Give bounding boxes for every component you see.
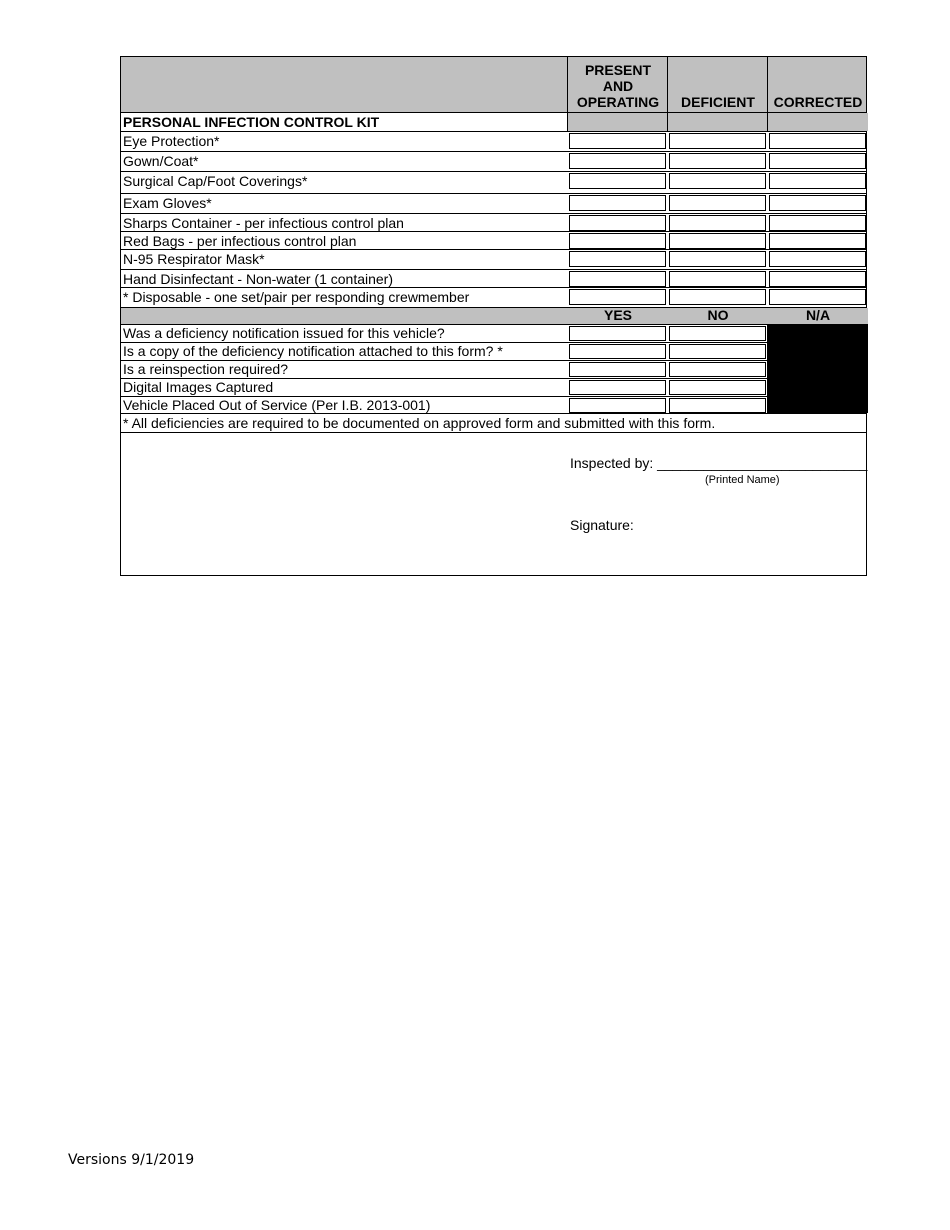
kit-item-label: Exam Gloves* — [123, 195, 212, 211]
corrected-checkbox[interactable] — [769, 173, 866, 189]
kit-item-label: N-95 Respirator Mask* — [123, 251, 265, 267]
question-label: Was a deficiency notification issued for this vehicle? — [123, 325, 445, 341]
divider — [667, 57, 668, 112]
corrected-checkbox[interactable] — [769, 215, 866, 231]
present-operating-checkbox[interactable] — [569, 133, 666, 149]
no-checkbox[interactable] — [669, 362, 766, 377]
present-operating-checkbox[interactable] — [569, 251, 666, 267]
kit-item-row — [121, 287, 866, 307]
question-row — [121, 360, 866, 378]
signature-label: Signature: — [570, 517, 634, 533]
header-line: CORRECTED — [773, 94, 863, 110]
kit-item-row — [121, 231, 866, 249]
kit-item-row — [121, 213, 866, 231]
divider — [667, 113, 668, 131]
column-header-corrected — [768, 57, 868, 112]
note-row — [121, 413, 866, 433]
header-line: PRESENT — [584, 62, 652, 78]
present-operating-checkbox[interactable] — [569, 173, 666, 189]
deficient-checkbox[interactable] — [669, 251, 766, 267]
kit-item-row — [121, 249, 866, 269]
kit-item-row — [121, 269, 866, 287]
na-blocked-cells — [767, 324, 868, 413]
deficient-checkbox[interactable] — [669, 173, 766, 189]
question-label: Is a reinspection required? — [123, 361, 288, 377]
present-operating-checkbox[interactable] — [569, 153, 666, 169]
kit-item-row — [121, 193, 866, 213]
kit-item-row — [121, 171, 866, 193]
no-checkbox[interactable] — [669, 380, 766, 395]
no-checkbox[interactable] — [669, 344, 766, 359]
no-checkbox[interactable] — [669, 398, 766, 413]
yes-header: YES — [603, 307, 632, 323]
divider — [567, 113, 568, 131]
deficient-checkbox[interactable] — [669, 289, 766, 305]
kit-item-row — [121, 151, 866, 171]
present-operating-checkbox[interactable] — [569, 271, 666, 287]
printed-name-caption: (Printed Name) — [705, 474, 780, 486]
kit-item-label: Gown/Coat* — [123, 153, 199, 169]
yes-checkbox[interactable] — [569, 398, 666, 413]
header-line: OPERATING — [576, 94, 660, 110]
kit-item-label: * Disposable - one set/pair per responding crewmember — [123, 289, 470, 305]
no-checkbox[interactable] — [669, 326, 766, 341]
deficient-checkbox[interactable] — [669, 233, 766, 249]
question-row — [121, 378, 866, 396]
section-title-shade — [567, 113, 868, 131]
corrected-checkbox[interactable] — [769, 233, 866, 249]
na-header: N/A — [805, 307, 831, 323]
divider — [567, 57, 568, 112]
yes-checkbox[interactable] — [569, 380, 666, 395]
section-title: PERSONAL INFECTION CONTROL KIT — [123, 114, 380, 130]
deficient-checkbox[interactable] — [669, 195, 766, 211]
yes-checkbox[interactable] — [569, 344, 666, 359]
kit-item-label: Sharps Container - per infectious control plan — [123, 215, 404, 231]
corrected-checkbox[interactable] — [769, 271, 866, 287]
corrected-checkbox[interactable] — [769, 133, 866, 149]
question-row — [121, 324, 866, 342]
divider — [767, 57, 768, 112]
deficient-checkbox[interactable] — [669, 215, 766, 231]
kit-item-label: Surgical Cap/Foot Coverings* — [123, 173, 308, 189]
inspection-form — [120, 56, 867, 576]
column-header-deficient — [668, 57, 768, 112]
present-operating-checkbox[interactable] — [569, 215, 666, 231]
version-footer: Versions 9/1/2019 — [68, 1152, 195, 1168]
present-operating-checkbox[interactable] — [569, 195, 666, 211]
corrected-checkbox[interactable] — [769, 195, 866, 211]
column-header-present-operating — [568, 57, 668, 112]
section-title-row — [121, 112, 866, 131]
question-label: Is a copy of the deficiency notification attached to this form? * — [123, 343, 503, 359]
answer-header-row — [121, 307, 866, 324]
yes-checkbox[interactable] — [569, 362, 666, 377]
deficient-checkbox[interactable] — [669, 133, 766, 149]
kit-item-label: Eye Protection* — [123, 133, 220, 149]
question-row — [121, 396, 866, 413]
corrected-checkbox[interactable] — [769, 153, 866, 169]
yes-checkbox[interactable] — [569, 326, 666, 341]
corrected-checkbox[interactable] — [769, 251, 866, 267]
inspected-by-label: Inspected by: ___________________________ — [570, 455, 868, 471]
no-header: NO — [707, 307, 729, 323]
kit-item-row — [121, 131, 866, 151]
present-operating-checkbox[interactable] — [569, 233, 666, 249]
corrected-checkbox[interactable] — [769, 289, 866, 305]
deficient-checkbox[interactable] — [669, 271, 766, 287]
kit-item-label: Hand Disinfectant - Non-water (1 container) — [123, 271, 394, 287]
header-line: AND — [602, 78, 634, 94]
present-operating-checkbox[interactable] — [569, 289, 666, 305]
question-label: Digital Images Captured — [123, 379, 274, 395]
divider — [767, 113, 768, 131]
question-label: Vehicle Placed Out of Service (Per I.B. 2013-001) — [123, 397, 431, 413]
question-row — [121, 342, 866, 360]
header-line: DEFICIENT — [681, 94, 755, 110]
deficient-checkbox[interactable] — [669, 153, 766, 169]
kit-item-label: Red Bags - per infectious control plan — [123, 233, 357, 249]
deficiency-note: * All deficiencies are required to be documented on approved form and submitted with this form. — [123, 415, 716, 431]
